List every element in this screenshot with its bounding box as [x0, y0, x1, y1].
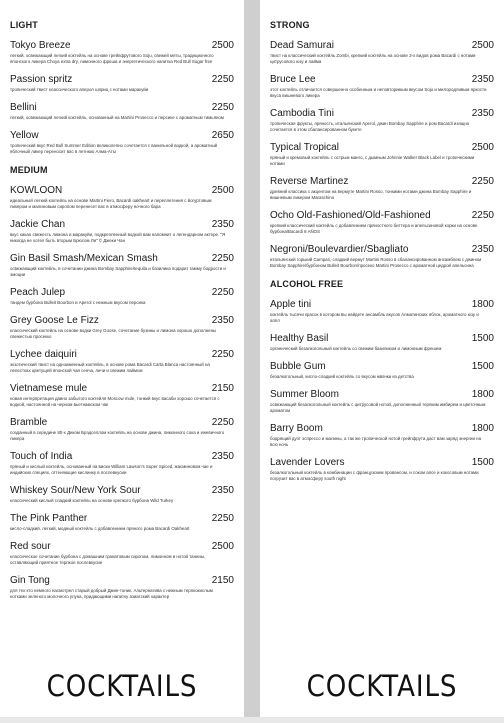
item-description: тропическая фрукты, пряность, итальянский Aperol, джин Bombay Sapphire и ром Bacardi изящно сочетается в этом сбалансированном букете	[270, 121, 470, 132]
item-name: Healthy Basil	[270, 333, 329, 344]
menu-item-row	[270, 74, 496, 86]
item-price: 2350	[211, 219, 234, 230]
menu-item-row	[270, 299, 496, 311]
item-price: 2250	[211, 417, 234, 428]
item-price: 1500	[471, 333, 494, 344]
menu-page-left	[0, 0, 244, 723]
menu-item-row	[10, 219, 236, 231]
item-name: Reverse Martinez	[270, 176, 349, 187]
item-name: Lychee daiquiri	[10, 349, 77, 360]
item-description: тандем бурбона Bulleit Bourbon и Aperol с нежным вкусом персика	[10, 300, 146, 305]
menu-item	[10, 40, 236, 65]
item-name: Grey Goose Le Fizz	[10, 315, 99, 326]
item-price: 2350	[471, 244, 494, 255]
menu-item	[10, 315, 236, 340]
item-name: Touch of India	[10, 451, 73, 462]
item-name: Vietnamese mule	[10, 383, 88, 394]
item-price: 2350	[471, 74, 494, 85]
menu-item	[10, 253, 236, 278]
item-description: этот коктейль отличается совершенно особенным и неповторимым вкусом Soju и милородливым яркости вкуса вишневого ликера	[270, 87, 487, 98]
menu-item	[10, 383, 236, 408]
item-description: органический безалкогольный коктейль со свежим базиликом и лимонным фрешем	[270, 346, 442, 351]
menu-item	[10, 349, 236, 374]
item-name: Bruce Lee	[270, 74, 316, 85]
item-price: 1500	[471, 361, 494, 372]
menu-item-row	[10, 40, 236, 52]
menu-item-row	[10, 315, 236, 327]
menu-item	[10, 485, 236, 504]
item-name: KOWLOON	[10, 185, 63, 196]
item-price: 1800	[471, 299, 494, 310]
item-description: новая интерпретация давно забытого коктейля Moscow mule, тонкий вкус васаби хорошо сочетается с водкой, настоянной на черном вьетнамском чае	[10, 396, 220, 407]
item-price: 2150	[211, 383, 234, 394]
page-divider	[244, 0, 260, 723]
item-name: Yellow	[10, 130, 39, 141]
footer-title-right: COCKTAILS	[306, 669, 458, 703]
menu-item-row	[270, 210, 496, 222]
item-description: кисло-сладкий, легкий, модный коктейль с добавлением пряного рома Bacardi Oakheart	[10, 526, 190, 531]
menu-item-row	[10, 417, 236, 429]
item-name: Bellini	[10, 102, 37, 113]
item-price: 1800	[471, 389, 494, 400]
menu-item-row	[10, 383, 236, 395]
menu-item-row	[270, 244, 496, 256]
menu-item-row	[10, 541, 236, 553]
item-price: 2150	[211, 575, 234, 586]
item-name: Peach Julep	[10, 287, 66, 298]
menu-item-row	[10, 287, 236, 299]
item-description: пряный и кремовый коктейль с острым манго, с дымным Johnnie Walker Black Label и тропическими нотами	[270, 155, 475, 166]
menu-item-row	[270, 389, 496, 401]
menu-item	[10, 102, 236, 121]
item-description: созданный в середине 80-х Диком Брэдселлом коктейль на основе джина, лимонного сока и ежевичного ликера	[10, 430, 225, 441]
item-price: 2250	[471, 176, 494, 187]
menu-item	[10, 185, 236, 210]
item-name: Negroni/Boulevardier/Sbagliato	[270, 244, 409, 255]
item-price: 2250	[471, 210, 494, 221]
item-name: Lavender Lovers	[270, 457, 345, 468]
item-description: безалкогольный коктейль в комбинации с французским провансом, и соком апсе и кокосовым нотами погрузит вас в атмосферу south night	[270, 470, 479, 481]
item-price: 2350	[471, 108, 494, 119]
menu-item	[270, 108, 496, 133]
menu-item	[270, 361, 496, 380]
menu-item	[270, 210, 496, 235]
menu-item	[270, 457, 496, 482]
menu-item	[270, 176, 496, 201]
item-description: древний классика с акцентом на вермуте Martini Rosso, тонкими нотами джина Bombay Sapphire и вишневым ликером Maraschino	[270, 189, 472, 200]
menu-item	[10, 219, 236, 244]
menu-item	[10, 451, 236, 476]
item-description: твист на классический коктейль Zombi, крепкий коктейль на основе 3-х видов рома Bacardi с нотами цитрусового юзу и лайма	[270, 53, 476, 64]
item-name: The Pink Panther	[10, 513, 88, 524]
item-price: 2250	[211, 253, 234, 264]
section-title: MEDIUM	[10, 165, 48, 175]
item-name: Tokyo Breeze	[10, 40, 71, 51]
item-description: коктейль тысячи красок в котором вы найдете ансамбль вкусов Алматинских яблок, ароматного юзу и аппл	[270, 312, 479, 323]
menu-item-row	[10, 451, 236, 463]
item-description: освежающий безалкогольный коктейль с цитрусовой нотой, дополненный терпким имбирем и цветочным ароматом	[270, 402, 486, 413]
item-price: 2500	[471, 40, 494, 51]
menu-item	[270, 389, 496, 414]
menu-item	[270, 142, 496, 167]
item-price: 2500	[211, 40, 234, 51]
item-name: Red sour	[10, 541, 51, 552]
menu-page-right	[260, 0, 504, 723]
item-price: 2250	[211, 74, 234, 85]
menu-item	[270, 40, 496, 65]
item-description: бодрящий дуэт эспрессо и малины, а так же тропической нотой грейпфрута даст вам заряд энергии на всю ночь	[270, 436, 482, 447]
item-description: безалкогольный, кисло-сладкий коктейль со вкусом жвачки из детства	[270, 374, 414, 379]
item-name: Passion spritz	[10, 74, 73, 85]
item-price: 2350	[211, 485, 234, 496]
menu-item	[10, 417, 236, 442]
menu-item-row	[270, 457, 496, 469]
item-name: Barry Boom	[270, 423, 323, 434]
menu-item-row	[10, 253, 236, 265]
item-price: 1800	[471, 423, 494, 434]
item-name: Whiskey Sour/New York Sour	[10, 485, 141, 496]
menu-item	[10, 513, 236, 532]
menu-item-row	[10, 485, 236, 497]
section-title: ALCOHOL FREE	[270, 279, 344, 289]
menu-item-row	[10, 102, 236, 114]
item-description: классическое сочетание бурбона с домашним гранатовым сиропом, лимонном и нотой танины, оставляющий приятное терпкое послевкусие	[10, 554, 206, 565]
section-title: STRONG	[270, 20, 310, 30]
item-description: легкий, освежающий легкий коктейль, основанный на Martini Prosecco и персике с ароматным тимьяном	[10, 115, 224, 120]
footer-title-left: COCKTAILS	[46, 669, 198, 703]
menu-item-row	[270, 423, 496, 435]
menu-item	[10, 575, 236, 600]
menu-item-row	[270, 108, 496, 120]
item-name: Ocho Old-Fashioned/Old-Fashioned	[270, 210, 431, 221]
item-name: Dead Samurai	[270, 40, 334, 51]
item-description: итальянский горький Campari, сладкий вермут Martini Rosso в сбалансированном ансамблем с джином Bombay Sapphire/бурбоном Bulleit Bourbon/просеко Martini Prosecco с ароматной цедрой апельсина	[270, 257, 482, 268]
menu-item-row	[270, 333, 496, 345]
menu-item-row	[270, 142, 496, 154]
menu-item	[270, 74, 496, 99]
menu-item	[270, 299, 496, 324]
item-description: крепкий классический коктейль с добавлением пряностного биттера и апельсиновой корки на основе бурбона/Bacardi 8 AÑOS	[270, 223, 478, 234]
item-price: 2250	[211, 102, 234, 113]
menu-item-row	[10, 575, 236, 587]
item-price: 2500	[471, 142, 494, 153]
item-name: Typical Tropical	[270, 142, 339, 153]
menu-item-row	[270, 176, 496, 188]
item-name: Apple tini	[270, 299, 312, 310]
menu-item-row	[10, 513, 236, 525]
menu-item	[270, 423, 496, 448]
menu-item-row	[270, 40, 496, 52]
section-title: LIGHT	[10, 20, 38, 30]
item-description: классический коктейль на основе водки Grey Goose, сочетание бузины и лимона хорошо дополнены свежестью просекко	[10, 328, 217, 339]
item-description: легкий, освежающий легкий коктейль на основе грейпфрутового Soju, свежей мяты, традиционного японского ликера Choya extra dry, лимонного фреша и энергетического напитка Red Bull Sugar free	[10, 53, 214, 64]
bottom-band	[0, 717, 504, 723]
item-description: пряный и кислый коктейль, основанный на виски William Lawson's Super Spiced, жасминовом чае и индийских специях, оттеняющие кислинку в послевкусии	[10, 464, 213, 475]
item-price: 2250	[211, 513, 234, 524]
item-price: 1500	[471, 457, 494, 468]
menu-item-row	[10, 130, 236, 142]
menu-item	[10, 541, 236, 566]
menu-item	[10, 74, 236, 93]
item-name: Bubble Gum	[270, 361, 326, 372]
item-name: Jackie Chan	[10, 219, 66, 230]
item-description: для тех кто немного насмотрел старый добрый Джин-тоник. Альтернатива с нежным терпкокислым нотками зеленого молочного улуна, придающими напитку азиатский характер	[10, 588, 213, 599]
menu-item	[10, 287, 236, 306]
item-description: экзотический твист на одноименный коктейль, в основе рома Bacardi Carta Blanca настоянный на лепестках цветущей японской чая сенча, личи и свежим лаймом	[10, 362, 210, 373]
item-price: 2650	[211, 130, 234, 141]
item-price: 2350	[211, 451, 234, 462]
menu-item-row	[10, 185, 236, 197]
item-name: Summer Bloom	[270, 389, 339, 400]
item-description: освежающий коктейль, в сочетании джина Bombay Sapphire/tequila и базилика подарит гамму бодрости и эмоции	[10, 266, 226, 277]
menu-item	[270, 244, 496, 269]
item-price: 2250	[211, 349, 234, 360]
item-name: Gin Basil Smash/Mexican Smash	[10, 253, 158, 264]
item-price: 2250	[211, 287, 234, 298]
menu-item-row	[10, 74, 236, 86]
item-description: вкус какао свежесть лимона и маракуйи, подкрепленный водкой вам напомнит о легендарном актере. "Я никогда не хотел быть вторым Брюсом Ли" © Джеки Чан	[10, 232, 226, 243]
menu-item-row	[270, 361, 496, 373]
item-price: 2350	[211, 315, 234, 326]
item-name: Bramble	[10, 417, 48, 428]
item-price: 2500	[211, 185, 234, 196]
item-name: Cambodia Tini	[270, 108, 334, 119]
right-menu-content	[270, 20, 496, 482]
item-description: тропический вкус Red Bull Summer Edition великолепно сочетается с ванильной водкой, а ароматный яблочный ликер переносит вас в летнюю Алма-Аты	[10, 143, 218, 154]
menu-item-row	[10, 349, 236, 361]
item-description: классический кислый сладкий коктейль на основе крепкого бурбона Wild Turkey	[10, 498, 174, 503]
menu-item	[10, 130, 236, 155]
left-menu-content	[10, 20, 236, 600]
item-description: идеальный легкий коктейль на основе Martini Fiero, Bacardi oakheart и переплетения с йогуртовым ликером и малиновым сиропом перенесет вас в атмосферу ночного бара	[10, 198, 212, 209]
item-description: тропический твист классического аперол шприц с нотами маракуйи	[10, 87, 149, 92]
item-name: Gin Tong	[10, 575, 50, 586]
item-price: 2500	[211, 541, 234, 552]
menu-item	[270, 333, 496, 352]
